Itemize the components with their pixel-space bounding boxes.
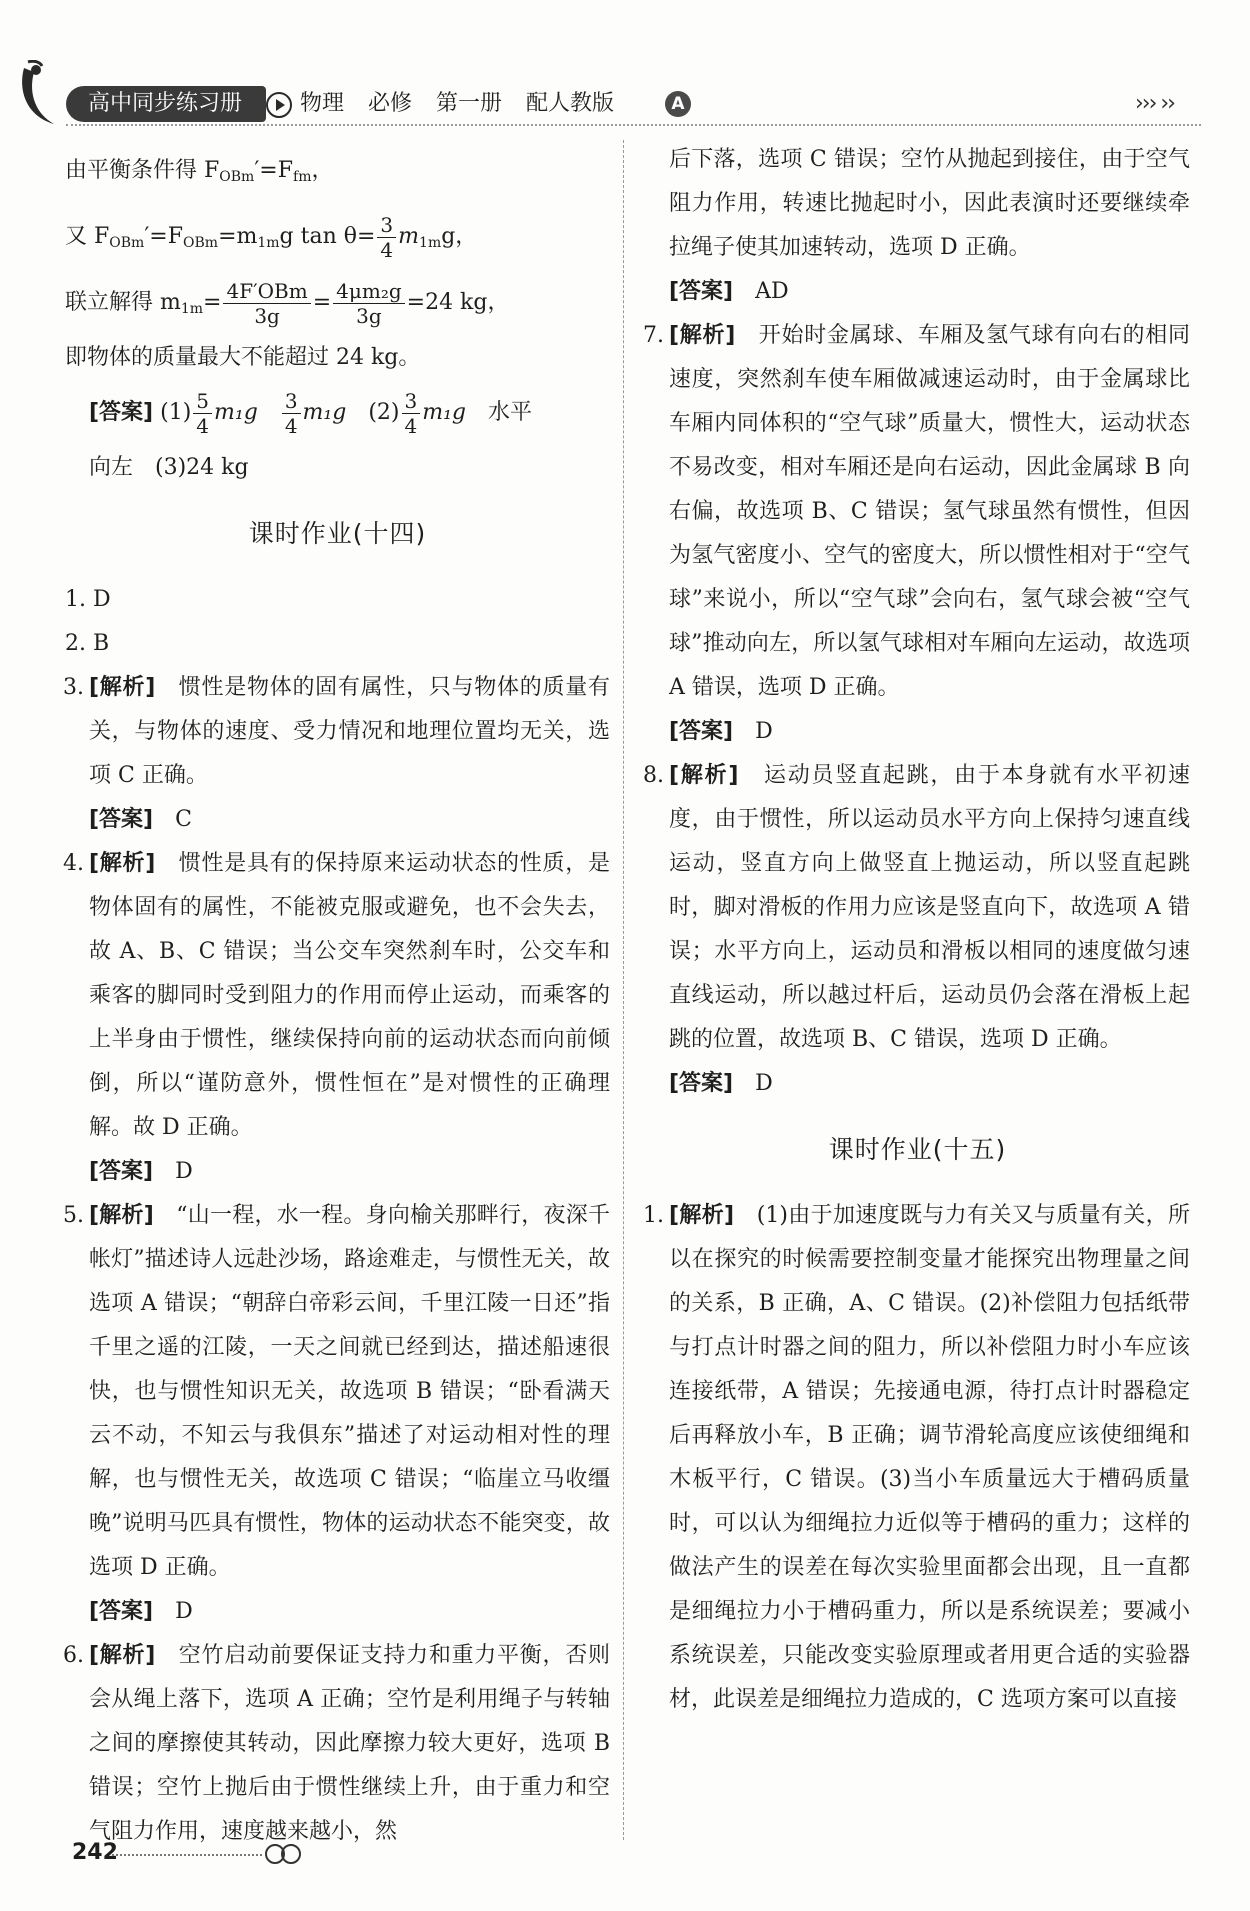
answer-item-6-cont: 后下落，选项 C 错误；空竹从抛起到接住，由于空气阻力作用，转速比抛起时小，因此表演时还要继续牵拉绳子使其加速转动，选项 D 正确。 <box>669 147 1190 260</box>
answer-item-4: 4. [解析] 惯性是具有的保持原来运动状态的性质，是物体固有的属性，不能被克服或避免，也不会失去，故 A、B、C 错误；当公交车突然刹车时，公交车和乘客的脚同时受到阻力的作用而停止运动，而乘客的上半身由于惯性，继续保持向前的运动状态而向前倾倒，所以“谨防意外，惯性恒在”是对惯性的正确理解。故 D 正确。 <box>63 851 610 1140</box>
edition: 配人教版 <box>526 91 615 116</box>
answer-key-5: [答案] D <box>89 1599 193 1624</box>
course: 必修 <box>368 91 413 116</box>
play-icon <box>266 92 292 118</box>
edition-badge: A <box>665 91 691 117</box>
answer-item-7: 7. [解析] 开始时金属球、车厢及氢气球有向右的相同速度，突然刹车使车厢做减速运动时，由于金属球比车厢内同体积的“空气球”质量大，惯性大，运动状态不易改变，相对车厢还是向右运动，因此金属球 B 向右偏，故选项 B、C 错误；氢气球虽然有惯性，但因为氢气密度小、空气的密度大，所以惯性相对于“空气球”来说小，所以“空气球”会向右，氢气球会被“空气球”推动向左，所以氢气球相对车厢向左运动，故选项 A 错误，选项 D 正确。 <box>643 323 1190 700</box>
answer-item-2: 2. B <box>65 631 110 656</box>
answer-line-2: 向左 (3)24 kg <box>89 455 249 480</box>
formula-tan: 又 $F_{OBm}'=F_{OBm}=m_{1m}g$ tan θ= $\frac{3}{4}$ $m_{1m}g$， <box>65 212 478 262</box>
answer-line: [答案] (1) $\frac{5}{4}$ m₁g $\frac{3}{4}$ m₁g (2) $\frac{3}{4}$ m₁g 水平 <box>89 388 533 438</box>
subject: 物理 <box>300 91 345 116</box>
book-title: 高中同步练习册 <box>66 86 266 122</box>
conclusion-text: 即物体的质量最大不能超过 24 kg。 <box>65 345 421 370</box>
answer-key-7: [答案] D <box>669 719 773 744</box>
header-divider <box>66 124 1201 126</box>
page-number: 242 <box>72 1840 118 1865</box>
right-column <box>645 138 1190 1722</box>
answer-item-5: 5. [解析] “山一程，水一程。身向榆关那畔行，夜深千帐灯”描述诗人远赴沙场，路途难走，与惯性无关，故选项 A 错误；“朝辞白帝彩云间，千里江陵一日还”指千里之遥的江陵，一天之间就已经到达，描述船速很快，也与惯性知识无关，故选项 B 错误；“卧看满天云不动，不知云与我俱东”描述了对运动相对性的理解，也与惯性无关，故选项 C 错误；“临崖立马收缰晚”说明马匹具有惯性，物体的运动状态不能突变，故选项 D 正确。 <box>63 1203 610 1580</box>
answer-item-3: 3. [解析] 惯性是物体的固有属性，只与物体的质量有关，与物体的速度、受力情况和地理位置均无关，选项 C 正确。 <box>63 675 610 788</box>
volume: 第一册 <box>436 91 503 116</box>
chevrons-right-icon: ››› ›› <box>1135 91 1174 116</box>
formula-balance: 由平衡条件得 $F_{OBm}'=F_{fm}$， <box>65 158 334 185</box>
section-title-14: 课时作业(十四) <box>248 519 427 548</box>
answer-item-1: 1. D <box>65 587 111 612</box>
section-title-15: 课时作业(十五) <box>828 1135 1007 1164</box>
answer-key-8: [答案] D <box>669 1071 773 1096</box>
answer-key-4: [答案] D <box>89 1159 193 1184</box>
footer-divider <box>112 1854 262 1856</box>
answer-item-15-1: 1. [解析] (1)由于加速度既与力有关又与质量有关，所以在探究的时候需要控制变量才能探究出物理量之间的关系，B 正确，A、C 错误。(2)补偿阻力包括纸带与打点计时器之间的阻力，所以补偿阻力时小车应该连接纸带，A 错误；先接通电源，待打点计时器稳定后再释放小车，B 正确；调节滑轮高度应该使细绳和木板平行，C 错误。(3)当小车质量远大于槽码质量时，可以认为细绳拉力近似等于槽码的重力；这样的做法产生的误差在每次实验里面都会出现，且一直都是细绳拉力小于槽码重力，所以是系统误差；要减小系统误差，只能改变实验原理或者用更合适的实验器材，此误差是细绳拉力造成的，C 选项方案可以直接 <box>643 1203 1190 1712</box>
answer-item-6: 6. [解析] 空竹启动前要保证支持力和重力平衡，否则会从绳上落下，选项 A 正确；空竹是利用绳子与转轴之间的摩擦使其转动，因此摩擦力较大更好，选项 B 错误；空竹上抛后由于惯性继续上升，由于重力和空气阻力作用，速度越来越小，然 <box>63 1643 610 1844</box>
swoosh-logo-icon <box>14 60 74 130</box>
formula-solution: 联立解得 $m_{1m}=$ $\frac{\text{4F′OBm}}{3g}$ = $\frac{\text{4μm₂g}}{3g}$ =24 kg， <box>65 278 510 328</box>
rings-icon <box>262 1842 306 1866</box>
column-divider <box>623 140 624 1840</box>
answer-key-6: [答案] AD <box>669 279 789 304</box>
page-header <box>0 0 1250 140</box>
left-column <box>65 138 610 1854</box>
answer-item-8: 8. [解析] 运动员竖直起跳，由于本身就有水平初速度，由于惯性，所以运动员水平方向上保持匀速直线运动，竖直方向上做竖直上抛运动，所以竖直起跳时，脚对滑板的作用力应该是竖直向下，故选项 A 错误；水平方向上，运动员和滑板以相同的速度做匀速直线运动，所以越过杆后，运动员仍会落在滑板上起跳的位置，故选项 B、C 错误，选项 D 正确。 <box>643 763 1190 1052</box>
answer-key-3: [答案] C <box>89 807 192 832</box>
book-meta <box>300 86 638 122</box>
